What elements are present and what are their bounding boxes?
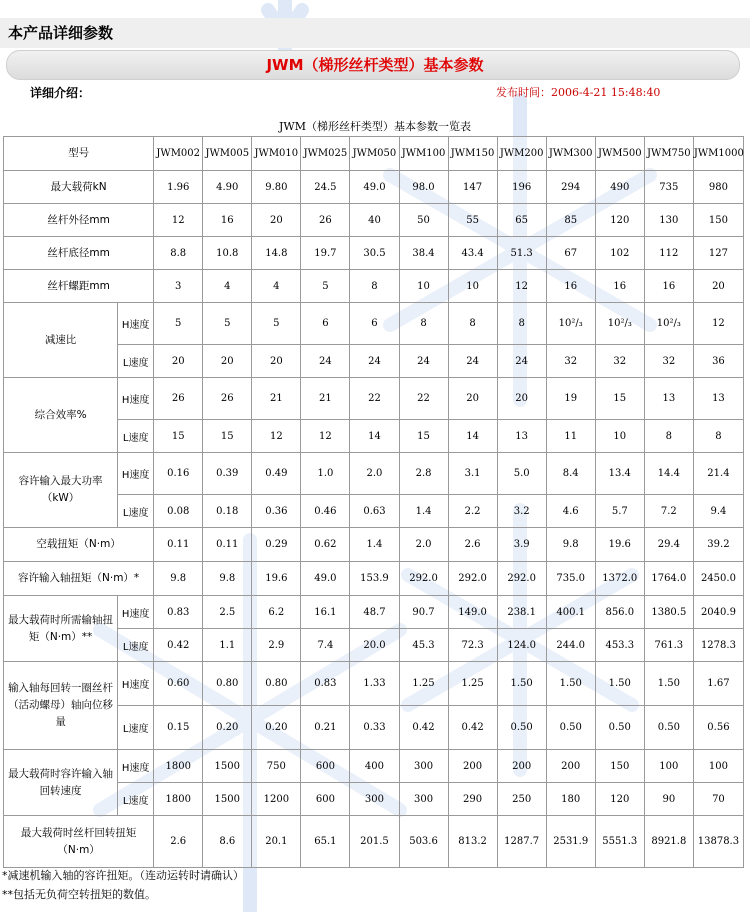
- value-cell: 19.6: [595, 528, 644, 562]
- value-cell: 0.50: [546, 706, 595, 750]
- value-cell: 19: [546, 378, 595, 420]
- model-header-cell: JWM010: [252, 137, 301, 171]
- value-cell: 7.2: [644, 495, 693, 528]
- value-cell: 24: [497, 345, 546, 378]
- value-cell: 980: [693, 171, 743, 204]
- value-cell: 0.83: [154, 596, 203, 629]
- value-cell: 0.50: [644, 706, 693, 750]
- value-cell: 70: [693, 783, 743, 816]
- row-label-cell: 丝杆螺距mm: [4, 270, 154, 303]
- value-cell: 0.11: [154, 528, 203, 562]
- value-cell: 49.0: [350, 171, 399, 204]
- value-cell: 16: [203, 204, 252, 237]
- value-cell: 20: [252, 345, 301, 378]
- value-cell: 400.1: [546, 596, 595, 629]
- value-cell: 90: [644, 783, 693, 816]
- value-cell: 1.4: [350, 528, 399, 562]
- value-cell: 45.3: [399, 629, 448, 662]
- value-cell: 20.1: [252, 816, 301, 868]
- value-cell: 24: [448, 345, 497, 378]
- value-cell: 1372.0: [595, 562, 644, 596]
- value-cell: 8: [693, 420, 743, 453]
- model-header-cell: JWM500: [595, 137, 644, 171]
- value-cell: 0.21: [301, 706, 350, 750]
- value-cell: 0.60: [154, 662, 203, 706]
- value-cell: 6.2: [252, 596, 301, 629]
- table-row: [4, 662, 744, 706]
- value-cell: 750: [252, 750, 301, 783]
- value-cell: 16: [595, 270, 644, 303]
- value-cell: 12: [301, 420, 350, 453]
- value-cell: 14: [448, 420, 497, 453]
- value-cell: 12: [154, 204, 203, 237]
- value-cell: 2531.9: [546, 816, 595, 868]
- value-cell: 9.4: [693, 495, 743, 528]
- row-label-cell: 空载扭矩（N·m）: [4, 528, 154, 562]
- value-cell: 1287.7: [497, 816, 546, 868]
- value-cell: 30.5: [350, 237, 399, 270]
- value-cell: 290: [448, 783, 497, 816]
- value-cell: 0.80: [252, 662, 301, 706]
- value-cell: 244.0: [546, 629, 595, 662]
- value-cell: 0.08: [154, 495, 203, 528]
- value-cell: 20: [448, 378, 497, 420]
- value-cell: 24: [301, 345, 350, 378]
- value-cell: 0.56: [693, 706, 743, 750]
- value-cell: 856.0: [595, 596, 644, 629]
- row-label-cell: 最大载荷时丝杆回转扭矩（N·m）: [4, 816, 154, 868]
- value-cell: 300: [399, 783, 448, 816]
- row-label-cell: 最大载荷时所需输轴扭矩（N·m）**: [4, 596, 118, 662]
- value-cell: 1.25: [448, 662, 497, 706]
- value-cell: 20: [203, 345, 252, 378]
- value-cell: 5.7: [595, 495, 644, 528]
- value-cell: 26: [301, 204, 350, 237]
- value-cell: 2040.9: [693, 596, 743, 629]
- banner-title: JWM（梯形丝杆类型）基本参数: [266, 56, 484, 74]
- value-cell: 8: [497, 303, 546, 345]
- value-cell: 1.0: [301, 453, 350, 495]
- value-cell: 11: [546, 420, 595, 453]
- value-cell: 12: [497, 270, 546, 303]
- value-cell: 9.8: [546, 528, 595, 562]
- value-cell: 32: [644, 345, 693, 378]
- row-label-cell: 最大载荷时容许输入轴回转速度: [4, 750, 118, 816]
- table-row: [4, 562, 744, 596]
- value-cell: 12: [252, 420, 301, 453]
- footnotes: [2, 866, 244, 904]
- value-cell: 22: [350, 378, 399, 420]
- section-title: 本产品详细参数: [8, 24, 114, 42]
- row-label-cell: 减速比: [4, 303, 118, 378]
- value-cell: 1.96: [154, 171, 203, 204]
- value-cell: 735.0: [546, 562, 595, 596]
- value-cell: 600: [301, 783, 350, 816]
- value-cell: 12: [693, 303, 743, 345]
- value-cell: 292.0: [497, 562, 546, 596]
- value-cell: 43.4: [448, 237, 497, 270]
- value-cell: 15: [154, 420, 203, 453]
- value-cell: 10: [399, 270, 448, 303]
- value-cell: 2.0: [350, 453, 399, 495]
- speed-label-cell: L速度: [118, 706, 154, 750]
- value-cell: 1800: [154, 750, 203, 783]
- value-cell: 200: [546, 750, 595, 783]
- model-header-cell: JWM150: [448, 137, 497, 171]
- header-label-cell: 型号: [4, 137, 154, 171]
- value-cell: 0.46: [301, 495, 350, 528]
- value-cell: 2.8: [399, 453, 448, 495]
- value-cell: 8921.8: [644, 816, 693, 868]
- value-cell: 65.1: [301, 816, 350, 868]
- value-cell: 400: [350, 750, 399, 783]
- footnote-2: **包括无负荷空转扭矩的数值。: [2, 888, 156, 901]
- value-cell: 20.0: [350, 629, 399, 662]
- speed-label-cell: H速度: [118, 750, 154, 783]
- value-cell: 2450.0: [693, 562, 743, 596]
- value-cell: 149.0: [448, 596, 497, 629]
- value-cell: 4: [203, 270, 252, 303]
- value-cell: 0.42: [399, 706, 448, 750]
- value-cell: 0.49: [252, 453, 301, 495]
- table-row: [4, 750, 744, 783]
- value-cell: 127: [693, 237, 743, 270]
- value-cell: 0.50: [595, 706, 644, 750]
- speed-label-cell: H速度: [118, 453, 154, 495]
- value-cell: 1.4: [399, 495, 448, 528]
- value-cell: 14.4: [644, 453, 693, 495]
- value-cell: 49.0: [301, 562, 350, 596]
- table-row: [4, 378, 744, 420]
- value-cell: 8.8: [154, 237, 203, 270]
- value-cell: 292.0: [399, 562, 448, 596]
- value-cell: 292.0: [448, 562, 497, 596]
- value-cell: 5551.3: [595, 816, 644, 868]
- value-cell: 24: [399, 345, 448, 378]
- row-label-cell: 输入轴每回转一圈丝杆（活动螺母）轴向位移量: [4, 662, 118, 750]
- value-cell: 102: [595, 237, 644, 270]
- value-cell: 9.8: [203, 562, 252, 596]
- model-header-cell: JWM050: [350, 137, 399, 171]
- value-cell: 16: [644, 270, 693, 303]
- value-cell: 8.4: [546, 453, 595, 495]
- value-cell: 10.8: [203, 237, 252, 270]
- value-cell: 201.5: [350, 816, 399, 868]
- footnote-1: *减速机输入轴的容许扭矩。（连动运转时请确认）: [2, 869, 244, 882]
- value-cell: 200: [448, 750, 497, 783]
- value-cell: 22: [399, 378, 448, 420]
- value-cell: 15: [595, 378, 644, 420]
- table-row: [4, 237, 744, 270]
- value-cell: 1.67: [693, 662, 743, 706]
- table-row: [4, 453, 744, 495]
- value-cell: 38.4: [399, 237, 448, 270]
- value-cell: 300: [399, 750, 448, 783]
- value-cell: 813.2: [448, 816, 497, 868]
- value-cell: 10²/₃: [644, 303, 693, 345]
- value-cell: 1200: [252, 783, 301, 816]
- value-cell: 0.83: [301, 662, 350, 706]
- value-cell: 2.9: [252, 629, 301, 662]
- value-cell: 120: [595, 204, 644, 237]
- value-cell: 147: [448, 171, 497, 204]
- speed-label-cell: H速度: [118, 596, 154, 629]
- value-cell: 5: [301, 270, 350, 303]
- value-cell: 0.29: [252, 528, 301, 562]
- row-label-cell: 容许输入最大功率（kW）: [4, 453, 118, 528]
- value-cell: 72.3: [448, 629, 497, 662]
- row-label-cell: 丝杆底径mm: [4, 237, 154, 270]
- value-cell: 1.50: [595, 662, 644, 706]
- value-cell: 1764.0: [644, 562, 693, 596]
- row-label-cell: 综合效率%: [4, 378, 118, 453]
- value-cell: 5.0: [497, 453, 546, 495]
- value-cell: 19.6: [252, 562, 301, 596]
- value-cell: 8: [350, 270, 399, 303]
- value-cell: 14.8: [252, 237, 301, 270]
- value-cell: 0.63: [350, 495, 399, 528]
- value-cell: 85: [546, 204, 595, 237]
- value-cell: 40: [350, 204, 399, 237]
- value-cell: 1380.5: [644, 596, 693, 629]
- value-cell: 2.0: [399, 528, 448, 562]
- value-cell: 5: [154, 303, 203, 345]
- value-cell: 32: [546, 345, 595, 378]
- value-cell: 0.39: [203, 453, 252, 495]
- value-cell: 250: [497, 783, 546, 816]
- value-cell: 503.6: [399, 816, 448, 868]
- value-cell: 10: [595, 420, 644, 453]
- speed-label-cell: L速度: [118, 783, 154, 816]
- value-cell: 150: [693, 204, 743, 237]
- value-cell: 90.7: [399, 596, 448, 629]
- value-cell: 10²/₃: [546, 303, 595, 345]
- value-cell: 294: [546, 171, 595, 204]
- value-cell: 4: [252, 270, 301, 303]
- value-cell: 48.7: [350, 596, 399, 629]
- value-cell: 3.1: [448, 453, 497, 495]
- value-cell: 2.6: [448, 528, 497, 562]
- value-cell: 735: [644, 171, 693, 204]
- value-cell: 1.1: [203, 629, 252, 662]
- value-cell: 100: [644, 750, 693, 783]
- value-cell: 8: [399, 303, 448, 345]
- table-row: [4, 528, 744, 562]
- model-header-cell: JWM200: [497, 137, 546, 171]
- value-cell: 26: [203, 378, 252, 420]
- value-cell: 1.50: [546, 662, 595, 706]
- value-cell: 19.7: [301, 237, 350, 270]
- value-cell: 21: [301, 378, 350, 420]
- value-cell: 2.5: [203, 596, 252, 629]
- value-cell: 8: [644, 420, 693, 453]
- value-cell: 51.3: [497, 237, 546, 270]
- speed-label-cell: L速度: [118, 629, 154, 662]
- value-cell: 21: [252, 378, 301, 420]
- value-cell: 6: [301, 303, 350, 345]
- value-cell: 1500: [203, 750, 252, 783]
- model-header-cell: JWM300: [546, 137, 595, 171]
- value-cell: 0.80: [203, 662, 252, 706]
- value-cell: 32: [595, 345, 644, 378]
- value-cell: 98.0: [399, 171, 448, 204]
- value-cell: 490: [595, 171, 644, 204]
- speed-label-cell: L速度: [118, 495, 154, 528]
- value-cell: 55: [448, 204, 497, 237]
- value-cell: 50: [399, 204, 448, 237]
- value-cell: 20: [154, 345, 203, 378]
- value-cell: 0.42: [448, 706, 497, 750]
- value-cell: 0.20: [252, 706, 301, 750]
- value-cell: 13: [644, 378, 693, 420]
- value-cell: 1.50: [497, 662, 546, 706]
- speed-label-cell: H速度: [118, 378, 154, 420]
- value-cell: 0.33: [350, 706, 399, 750]
- value-cell: 1500: [203, 783, 252, 816]
- value-cell: 26: [154, 378, 203, 420]
- value-cell: 8: [448, 303, 497, 345]
- value-cell: 0.15: [154, 706, 203, 750]
- speed-label-cell: H速度: [118, 662, 154, 706]
- table-row: [4, 137, 744, 171]
- table-caption: JWM（梯形丝杆类型）基本参数一览表: [279, 120, 471, 133]
- value-cell: 65: [497, 204, 546, 237]
- value-cell: 16.1: [301, 596, 350, 629]
- speed-label-cell: L速度: [118, 345, 154, 378]
- value-cell: 112: [644, 237, 693, 270]
- value-cell: 1278.3: [693, 629, 743, 662]
- parameters-table: [3, 136, 744, 868]
- value-cell: 7.4: [301, 629, 350, 662]
- value-cell: 238.1: [497, 596, 546, 629]
- value-cell: 13.4: [595, 453, 644, 495]
- value-cell: 0.36: [252, 495, 301, 528]
- table-row: [4, 171, 744, 204]
- value-cell: 16: [546, 270, 595, 303]
- value-cell: 20: [497, 378, 546, 420]
- model-header-cell: JWM005: [203, 137, 252, 171]
- value-cell: 2.2: [448, 495, 497, 528]
- model-header-cell: JWM002: [154, 137, 203, 171]
- value-cell: 100: [693, 750, 743, 783]
- model-header-cell: JWM100: [399, 137, 448, 171]
- value-cell: 4.90: [203, 171, 252, 204]
- detail-label: 详细介绍：: [30, 86, 91, 100]
- value-cell: 8.6: [203, 816, 252, 868]
- value-cell: 39.2: [693, 528, 743, 562]
- value-cell: 6: [350, 303, 399, 345]
- value-cell: 0.16: [154, 453, 203, 495]
- speed-label-cell: H速度: [118, 303, 154, 345]
- value-cell: 24.5: [301, 171, 350, 204]
- value-cell: 9.80: [252, 171, 301, 204]
- value-cell: 10²/₃: [595, 303, 644, 345]
- value-cell: 300: [350, 783, 399, 816]
- value-cell: 29.4: [644, 528, 693, 562]
- value-cell: 0.11: [203, 528, 252, 562]
- value-cell: 1.33: [350, 662, 399, 706]
- value-cell: 36: [693, 345, 743, 378]
- table-row: [4, 816, 744, 868]
- value-cell: 5: [203, 303, 252, 345]
- value-cell: 453.3: [595, 629, 644, 662]
- value-cell: 0.18: [203, 495, 252, 528]
- value-cell: 1.50: [644, 662, 693, 706]
- value-cell: 0.42: [154, 629, 203, 662]
- value-cell: 4.6: [546, 495, 595, 528]
- value-cell: 13: [693, 378, 743, 420]
- table-row: [4, 204, 744, 237]
- value-cell: 120: [595, 783, 644, 816]
- value-cell: 124.0: [497, 629, 546, 662]
- value-cell: 14: [350, 420, 399, 453]
- value-cell: 2.6: [154, 816, 203, 868]
- value-cell: 150: [595, 750, 644, 783]
- value-cell: 9.8: [154, 562, 203, 596]
- value-cell: 600: [301, 750, 350, 783]
- speed-label-cell: L速度: [118, 420, 154, 453]
- publish-time: 发布时间：2006-4-21 15:48:40: [496, 86, 661, 99]
- value-cell: 15: [203, 420, 252, 453]
- value-cell: 5: [252, 303, 301, 345]
- row-label-cell: 容许输入轴扭矩（N·m）*: [4, 562, 154, 596]
- value-cell: 15: [399, 420, 448, 453]
- value-cell: 67: [546, 237, 595, 270]
- model-header-cell: JWM750: [644, 137, 693, 171]
- value-cell: 761.3: [644, 629, 693, 662]
- value-cell: 180: [546, 783, 595, 816]
- row-label-cell: 丝杆外径mm: [4, 204, 154, 237]
- value-cell: 0.20: [203, 706, 252, 750]
- value-cell: 3.2: [497, 495, 546, 528]
- value-cell: 10: [448, 270, 497, 303]
- value-cell: 3: [154, 270, 203, 303]
- value-cell: 1.25: [399, 662, 448, 706]
- value-cell: 200: [497, 750, 546, 783]
- table-row: [4, 596, 744, 629]
- value-cell: 24: [350, 345, 399, 378]
- value-cell: 1800: [154, 783, 203, 816]
- value-cell: 20: [693, 270, 743, 303]
- table-row: [4, 270, 744, 303]
- value-cell: 130: [644, 204, 693, 237]
- model-header-cell: JWM025: [301, 137, 350, 171]
- value-cell: 0.62: [301, 528, 350, 562]
- table-row: [4, 303, 744, 345]
- model-header-cell: JWM1000: [693, 137, 743, 171]
- value-cell: 13878.3: [693, 816, 743, 868]
- value-cell: 153.9: [350, 562, 399, 596]
- value-cell: 196: [497, 171, 546, 204]
- row-label-cell: 最大载荷kN: [4, 171, 154, 204]
- value-cell: 3.9: [497, 528, 546, 562]
- value-cell: 0.50: [497, 706, 546, 750]
- value-cell: 13: [497, 420, 546, 453]
- value-cell: 20: [252, 204, 301, 237]
- value-cell: 21.4: [693, 453, 743, 495]
